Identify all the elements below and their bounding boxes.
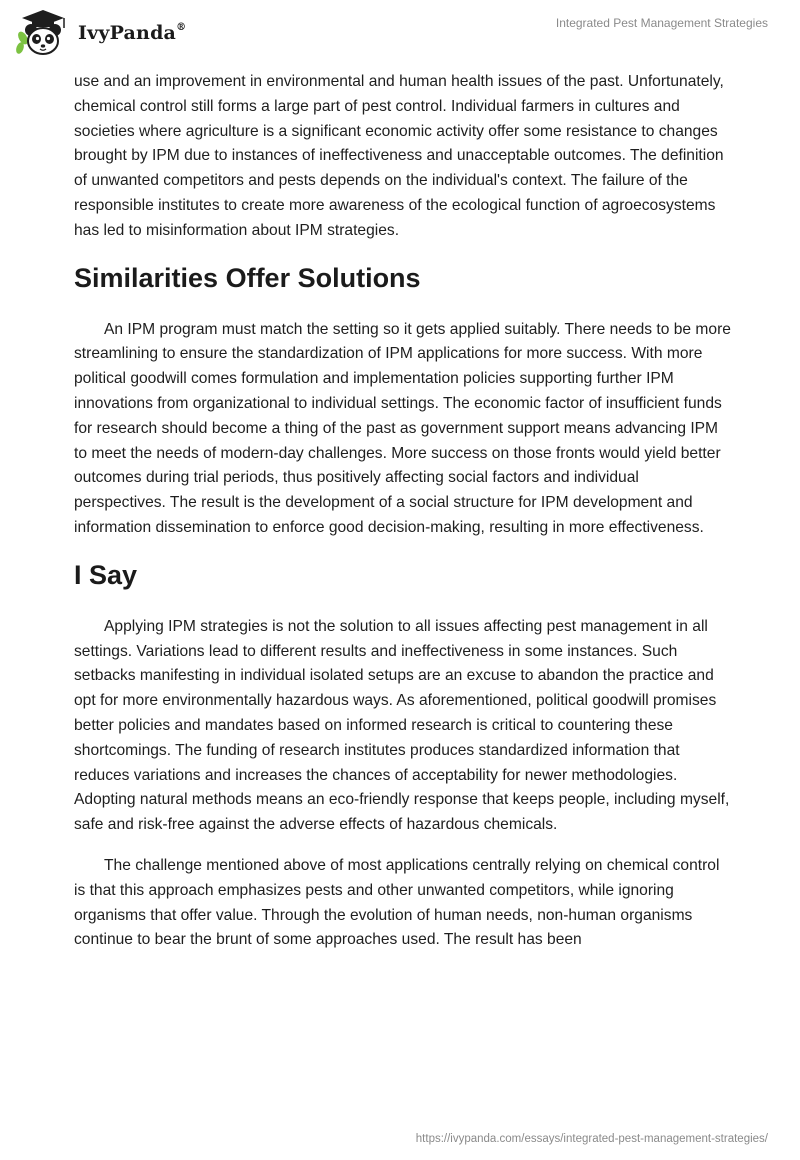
page-header [0,0,800,70]
paragraph: An IPM program must match the setting so it gets applied suitably. There needs to be more streamlining to ensure the standardization of IPM applications for more success. With more political goodwill comes formulation and implementation policies supporting further IPM innovations from organizational to individual settings. The economic factor of insufficient funds for research should become a thing of the past as government support means advancing IPM to meet the needs of modern-day challenges. More success on those fronts would yield better outcomes during trial periods, thus positively affecting social factors and individual perspectives. The result is the development of a social structure for IPM development and information dissemination to enforce good decision-making, resulting in more effectiveness. [74,320,731,536]
panda-logo-icon [14,8,72,58]
document-title: Integrated Pest Management Strategies [555,16,768,30]
source-url-link[interactable]: https://ivypanda.com/essays/integrated-pest-management-strategies/ [415,1133,768,1145]
paragraph: The challenge mentioned above of most applications centrally relying on chemical control is that this approach emphasizes pests and other unwanted competitors, while ignoring organisms that offer value. Through the evolution of human needs, non-human organisms continue to bear the brunt of some approaches used. The result has been [74,856,720,949]
ivypanda-logo[interactable] [14,8,186,58]
essay-body [74,70,734,969]
intro-paragraph: use and an improvement in environmental and human health issues of the past. Unfortunately, chemical control still forms a large part of pest control. Individual farmers in cultures and societies where agriculture is a significant economic activity offer some resistance to changes brought by IPM due to instances of ineffectiveness and unacceptable outcomes. The definition of unwanted competitors and pests depends on the individual's context. The failure of the responsible institutes to create more awareness of the ecological function of agroecosystems has led to misinformation about IPM strategies. [74,73,724,239]
brand-name: IvyPanda® [78,21,187,44]
paragraph: Applying IPM strategies is not the solution to all issues affecting pest management in all settings. Variations lead to different results and ineffectiveness in some instances. Such setbacks manifesting in individual isolated setups are an excuse to abandon the practice and opt for more environmentally hazardous ways. As aforementioned, political goodwill promises better policies and mandates based on informed research is critical to countering these shortcomings. The funding of research institutes produces standardized information that reduces variations and increases the chances of acceptability for newer methodologies. Adopting natural methods means an eco-friendly response that keeps people, including myself, safe and risk-free against the adverse effects of hazardous chemicals. [74,617,730,834]
section-heading-i-say: I Say [74,559,138,590]
section-heading-similarities: Similarities Offer Solutions [74,262,421,293]
